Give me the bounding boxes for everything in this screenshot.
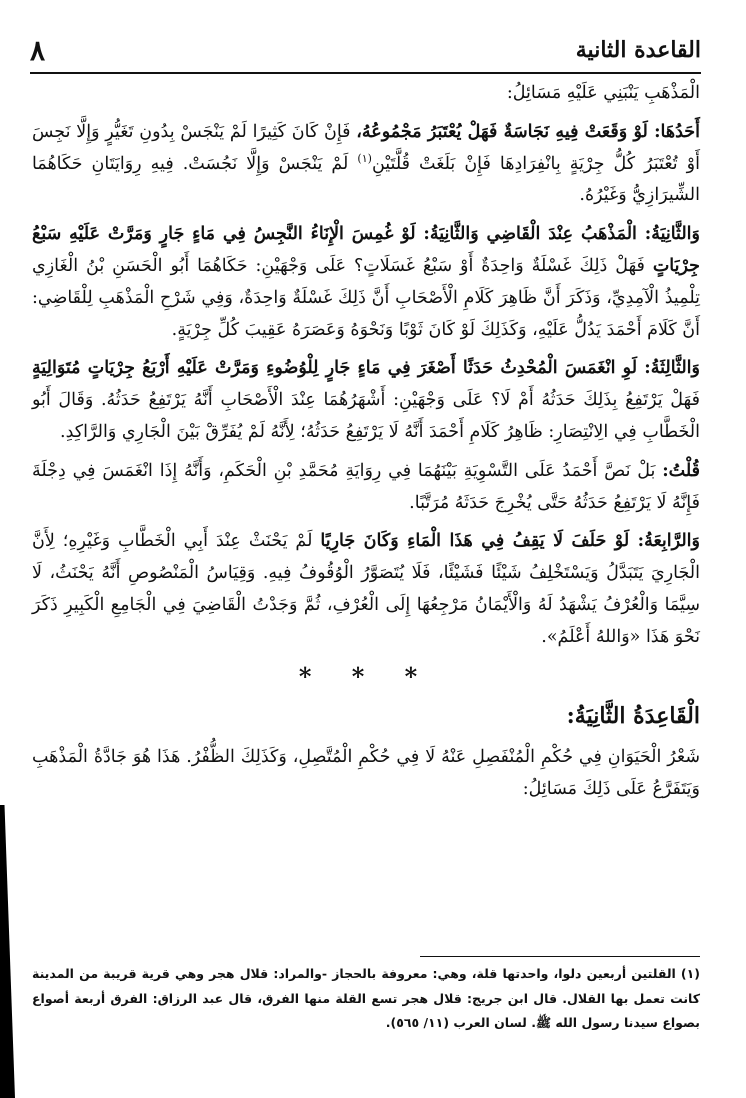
main-text	[32, 78, 700, 813]
paragraph-1-lead: أَحَدُهَا: لَوْ وَقَعَتْ فِيهِ نَجَاسَةٌ فَهَلْ يُعْتَبَرُ مَجْمُوعُهُ،	[356, 121, 700, 142]
page-header	[30, 30, 701, 70]
intro-line	[32, 78, 700, 110]
paragraph-2-lead: وَالثَّانِيَةُ: الْمَذْهَبُ عِنْدَ الْقَاضِي وَالثَّانِيَةُ: لَوْ غُمِسَ الْإِنَاءُ النَّجِسُ فِي مَاءٍ جَارٍ وَمَرَّتْ عَلَيْهِ سَبْعُ جِرْيَاتٍ	[32, 224, 700, 276]
paragraph-5	[32, 526, 700, 653]
paragraph-5-text: لَمْ يَحْنَثْ عِنْدَ أَبِي الْخَطَّابِ وَغَيْرِهِ؛ لِأَنَّ الْجَارِيَ يَتَبَدَّلُ وَيَسْتَخْلِفُ شَيْئًا فَشَيْئًا، فَلَا يُتَصَوَّرُ الْوُقُوفُ فِيهِ. وَقِيَاسُ الْمَنْصُوصِ أَنَّهُ يَحْنَثُ، لَا سِيَّمَا وَالْعُرْفُ يَشْهَدُ لَهُ وَالْأَيْمَانُ مَرْجِعُهَا إِلَى الْعُرْفِ، ثُمَّ وَجَدْتُ الْقَاضِيَ فِي الْجَامِعِ الْكَبِيرِ ذَكَرَ نَحْوَ هَذَا «وَاللهُ أَعْلَمُ».	[32, 531, 700, 647]
footnote-text: القلتين أربعين دلوا، واحدتها قلة، وهي: معروفة بالحجاز -والمراد: قلال هجر وهي قرية قريبة من المدينة كانت تعمل بها القلال. قال ابن جريج: قلال هجر تسع القلة منها الفرق، قال عبد الرزاق: الفرق أربعة أصواع بصواع سيدنا رسول الله ﷺ. لسان العرب (١١/ ٥٦٥).	[32, 966, 700, 1030]
section-body: شَعْرُ الْحَيَوَانِ فِي حُكْمِ الْمُنْفَصِلِ عَنْهُ لَا فِي حُكْمِ الْمُتَّصِلِ، وَكَذَلِكَ الظُّفْرُ. هَذَا هُوَ جَادَّةُ الْمَذْهَبِ وَيَتَفَرَّعُ عَلَى ذَلِكَ مَسَائِلُ:	[32, 747, 700, 800]
footnote-rule	[420, 956, 700, 957]
page-number: ٨	[30, 33, 46, 67]
footnote-number: (١)	[680, 966, 700, 981]
section-separator: * * *	[298, 661, 434, 691]
section-heading: الْقَاعِدَةُ الثَّانِيَةُ:	[566, 703, 700, 730]
paragraph-3	[32, 353, 700, 448]
intro-text: الْمَذْهَبِ يَنْبَنِي عَلَيْهِ مَسَائِلُ:	[506, 83, 700, 103]
paragraph-4-lead: قُلْتُ:	[662, 460, 700, 481]
footnote	[32, 962, 700, 1036]
paragraph-4	[32, 456, 700, 520]
footnote-marker: (١)	[357, 151, 372, 165]
binding-shadow	[0, 805, 15, 1098]
paragraph-4-text: بَلْ نَصَّ أَحْمَدُ عَلَى التَّسْوِيَةِ بَيْنَهُمَا فِي رِوَايَةِ مُحَمَّدِ بْنِ الْحَكَمِ، وَأَنَّهُ إِذَا انْغَمَسَ فِي دِجْلَةَ فَإِنَّهُ لَا يَرْتَفِعُ حَدَثُهُ حَتَّى يُخْرِجَ حَدَثَهُ مُرَتَّبًا.	[32, 460, 700, 513]
paragraph-2-text: فَهَلْ ذَلِكَ غَسْلَةٌ وَاحِدَةٌ أَوْ سَبْعُ غَسَلَاتٍ؟ عَلَى وَجْهَيْنِ: حَكَاهُمَا أَبُو الْحَسَنِ بْنُ الْغَازِي تِلْمِيذُ الْآمِدِيِّ، وَذَكَرَ أَنَّ ظَاهِرَ كَلَامِ الْأَصْحَابِ أَنَّ ذَلِكَ غَسْلَةٌ وَاحِدَةٌ، وَفِي شَرْحِ الْمَذْهَبِ لِلْقَاضِي: أَنَّ كَلَامَ أَحْمَدَ يَدُلُّ عَلَيْهِ، وَكَذَلِكَ لَوْ كَانَ ثَوْبًا وَنَحْوَهُ وَعَصَرَهُ عَقِيبَ كُلِّ جِرْيَةٍ.	[32, 255, 700, 340]
section-text	[32, 742, 700, 806]
paragraph-3-lead: وَالثَّالِثَةُ: لَوِ انْغَمَسَ الْمُحْدِثُ حَدَثًا أَصْغَرَ فِي مَاءٍ جَارٍ لِلْوُضُوءِ وَمَرَّتْ عَلَيْهِ أَرْبَعُ جِرْيَاتٍ مُتَوَالِيَةٍ	[32, 358, 700, 379]
paragraph-3-text: فَهَلْ يَرْتَفِعُ بِذَلِكَ حَدَثُهُ أَمْ لَا؟ عَلَى وَجْهَيْنِ: أَشْهَرُهُمَا عِنْدَ الْأَصْحَابِ أَنَّهُ يَرْتَفِعُ حَدَثُهُ. وَقَالَ أَبُو الْخَطَّابِ فِي الِانْتِصَارِ: ظَاهِرُ كَلَامِ أَحْمَدَ أَنَّهُ لَا يَرْتَفِعُ حَدَثُهُ؛ لِأَنَّهُ لَمْ يُفَرِّقْ بَيْنَ الْجَارِي وَالرَّاكِدِ.	[32, 390, 700, 442]
paragraph-1-text-b: لَمْ يَنْجَسْ وَإِلَّا نَجُسَتْ. فِيهِ رِوَايَتَانِ حَكَاهُمَا الشِّيرَازِيُّ وَغَيْرُهُ.	[32, 153, 700, 206]
paragraph-2	[32, 219, 700, 346]
paragraph-5-lead: وَالرَّابِعَةُ: لَوْ حَلَفَ لَا يَقِفُ فِي هَذَا الْمَاءِ وَكَانَ جَارِيًا	[320, 531, 700, 552]
paragraph-1-text-a: فَإِنْ كَانَ كَثِيرًا لَمْ يَنْجَسْ بِدُونِ تَغَيُّرٍ وَإِلَّا نَجِسَ أَوْ تُعْتَبَرُ كُلُّ جِرْيَةٍ بِانْفِرَادِهَا فَإِنْ بَلَغَتْ قُلَّتَيْنِ	[32, 121, 700, 174]
paragraph-1	[32, 117, 700, 212]
header-rule	[30, 72, 701, 74]
running-title: القاعدة الثانية	[575, 37, 701, 63]
